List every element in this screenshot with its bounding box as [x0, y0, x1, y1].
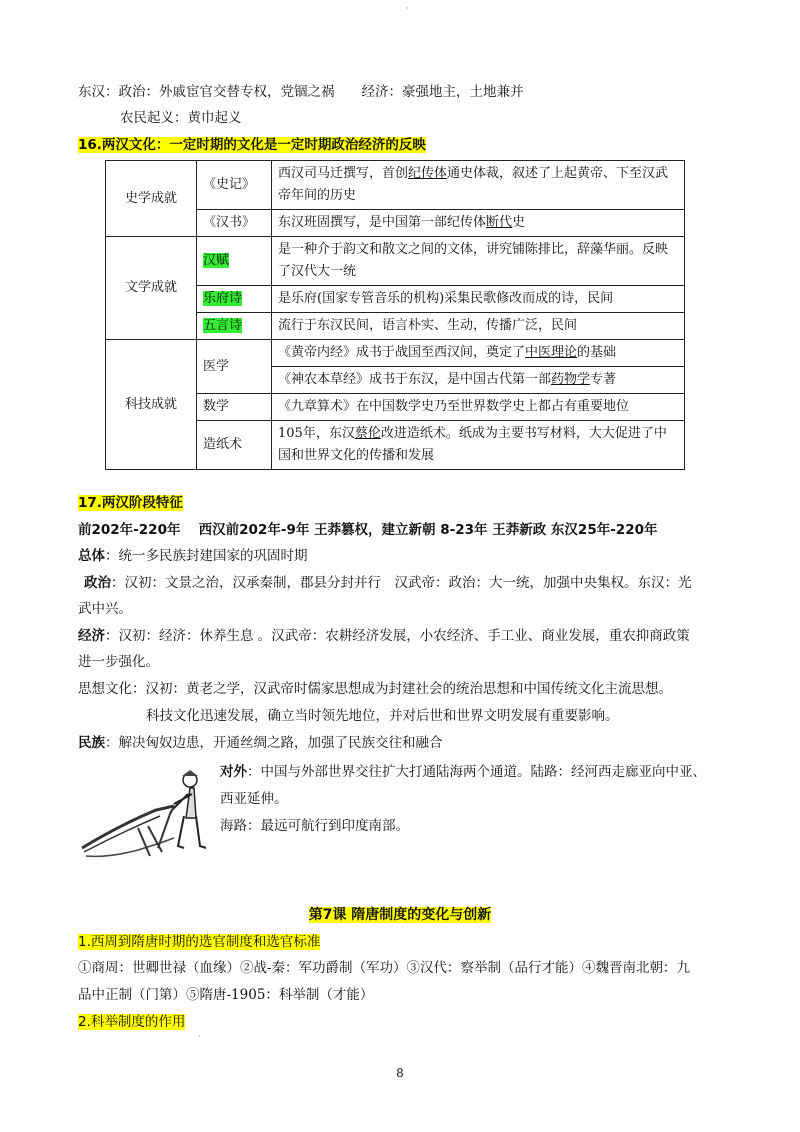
sub-hanfu: [197, 237, 272, 286]
section17-heading-text: 17.两汉阶段特征: [78, 495, 183, 511]
jingji-label: 经济: [78, 628, 105, 644]
han-timeline: 前202年-220年 西汉前202年-9年 王莽篡权，建立新朝 8-23年 王莽新政 东汉25年-220年: [78, 522, 658, 538]
lesson7-s1-heading: 1.西周到隋唐时期的选官制度和选官标准: [78, 934, 321, 950]
lesson7-s2-heading-wrap: [78, 1012, 185, 1032]
underlined-term: 药物学: [551, 372, 591, 387]
desc-shiji: [272, 161, 685, 210]
zhengzhi-text: ：汉初：文景之治，汉承秦制，郡县分封并行 汉武帝：政治：大一统，加强中央集权。东汉：光: [111, 575, 692, 591]
cat-shixue: 史学成就: [106, 161, 197, 237]
desc-part: 的基础: [577, 345, 617, 360]
desc-part: 通史体裁，叙述了上起黄帝、下至汉武帝年间的历史: [278, 166, 669, 203]
desc-part: 史: [512, 215, 526, 230]
sub-yuefu: [197, 286, 272, 313]
minzu-text: ：解决匈奴边患，开通丝绸之路，加强了民族交往和融合: [105, 735, 443, 751]
table-row: [106, 237, 685, 286]
zongti-label: 总体: [78, 548, 105, 564]
lesson7-title-wrap: [0, 904, 800, 924]
lesson7-title: 第7课 隋唐制度的变化与创新: [308, 907, 492, 923]
underlined-term: 纪传体: [408, 166, 448, 181]
highlight-term: 汉赋: [203, 253, 230, 268]
highlight-term: 五言诗: [203, 318, 243, 333]
lesson7-s2-heading: 2.科举制度的作用: [78, 1014, 186, 1030]
sub-yixue: 医学: [197, 340, 272, 394]
zhengzhi-line-1: [84, 573, 692, 593]
hailu-line: 海路：最远可航行到印度南部。: [220, 818, 409, 834]
underlined-term: 断代: [486, 215, 513, 230]
sub-hanshu: 《汉书》: [197, 210, 272, 237]
lesson7-s1-line-1: ①商周：世卿世禄（血缘）②战-秦：军功爵制（军功）③汉代：察举制（品行才能）④魏晋南北朝：九: [78, 960, 691, 976]
table-row: [106, 161, 685, 210]
cat-wenxue: 文学成就: [106, 237, 197, 340]
desc-part: 《黄帝内经》成书于战国至西汉间，奠定了: [278, 345, 526, 360]
desc-hanfu: 是一种介于韵文和散文之间的文体，讲究铺陈排比，辞藻华丽。反映了汉代大一统: [272, 237, 685, 286]
keji-line: 科技文化迅速发展，确立当时领先地位，并对后世和世界文明发展有重要影响。: [146, 708, 619, 724]
cat-keji: 科技成就: [106, 340, 197, 470]
desc-wuyan: 流行于东汉民间，语言朴实、生动，传播广泛，民间: [272, 313, 685, 340]
table-row: [106, 340, 685, 367]
desc-zaozhi: [272, 421, 685, 470]
plow-farmer-illustration: [78, 766, 226, 862]
zhengzhi-label: 政治: [84, 575, 111, 591]
desc-part: 专著: [590, 372, 617, 387]
speck-mark: ·: [198, 1032, 201, 1041]
han-culture-table: [105, 160, 685, 470]
jingji-line-1: [78, 626, 690, 646]
sixiang-line: 思想文化：汉初：黄老之学，汉武帝时儒家思想成为封建社会的统治思想和中国传统文化主流思想。: [78, 681, 672, 697]
jingji-text: ：汉初：经济：休养生息 。汉武帝：农耕经济发展，小农经济、手工业、商业发展，重农抑商政策: [105, 628, 690, 644]
section17-heading: [78, 493, 183, 513]
dh-line-1: 东汉：政治：外戚宦官交替专权，党锢之祸 经济：豪强地主，土地兼并: [78, 84, 524, 100]
sub-wuyan: [197, 313, 272, 340]
speck-mark: ·: [406, 4, 409, 13]
sub-shiji: 《史记》: [197, 161, 272, 210]
desc-huangdi: [272, 340, 685, 367]
lesson7-s1-line-2: 品中正制（门第）⑤隋唐-1905：科举制（才能）: [78, 987, 374, 1003]
minzu-line: [78, 733, 443, 753]
lesson7-s1-heading-wrap: [78, 932, 320, 952]
desc-jiuzhang: 《九章算术》在中国数学史乃至世界数学史上都占有重要地位: [272, 394, 685, 421]
desc-part: 《神农本草经》成书于东汉，是中国古代第一部: [278, 372, 552, 387]
jingji-line-2: 进一步强化。: [78, 654, 159, 670]
sub-shuxue: 数学: [197, 394, 272, 421]
underlined-term: 蔡伦: [354, 426, 381, 441]
underlined-term: 中医理论: [525, 345, 578, 360]
page-number: 8: [396, 1066, 404, 1080]
minzu-label: 民族: [78, 735, 105, 751]
highlight-term: 乐府诗: [203, 291, 243, 306]
desc-part: 西汉司马迁撰写，首创: [278, 166, 409, 181]
section16-heading-text: 16.两汉文化：一定时期的文化是一定时期政治经济的反映: [78, 137, 426, 153]
desc-yuefu: 是乐府(国家专管音乐的机构)采集民歌修改而成的诗，民间: [272, 286, 685, 313]
desc-part: 东汉班固撰写，是中国第一部纪传体: [278, 215, 487, 230]
duiwai-text: ：中国与外部世界交往扩大打通陆海两个通道。陆路：经河西走廊亚向中亚、: [247, 764, 706, 780]
sub-zaozhi: 造纸术: [197, 421, 272, 470]
dh-line-2: 农民起义：黄巾起义: [120, 110, 242, 126]
duiwai-line-2: 西亚延伸。: [220, 791, 288, 807]
zhengzhi-line-2: 武中兴。: [78, 601, 132, 617]
duiwai-label: 对外: [220, 764, 247, 780]
desc-hanshu: [272, 210, 685, 237]
desc-part: 改进造纸术。纸成为主要书写材料，大大促进了中国和世界文化的传播和发展: [278, 426, 667, 463]
zongti-line: [78, 546, 308, 566]
desc-shennong: [272, 367, 685, 394]
desc-part: 105年，东汉: [278, 426, 355, 441]
duiwai-line-1: [220, 762, 706, 782]
section16-heading: [78, 135, 426, 155]
zongti-text: ：统一多民族封建国家的巩固时期: [105, 548, 308, 564]
